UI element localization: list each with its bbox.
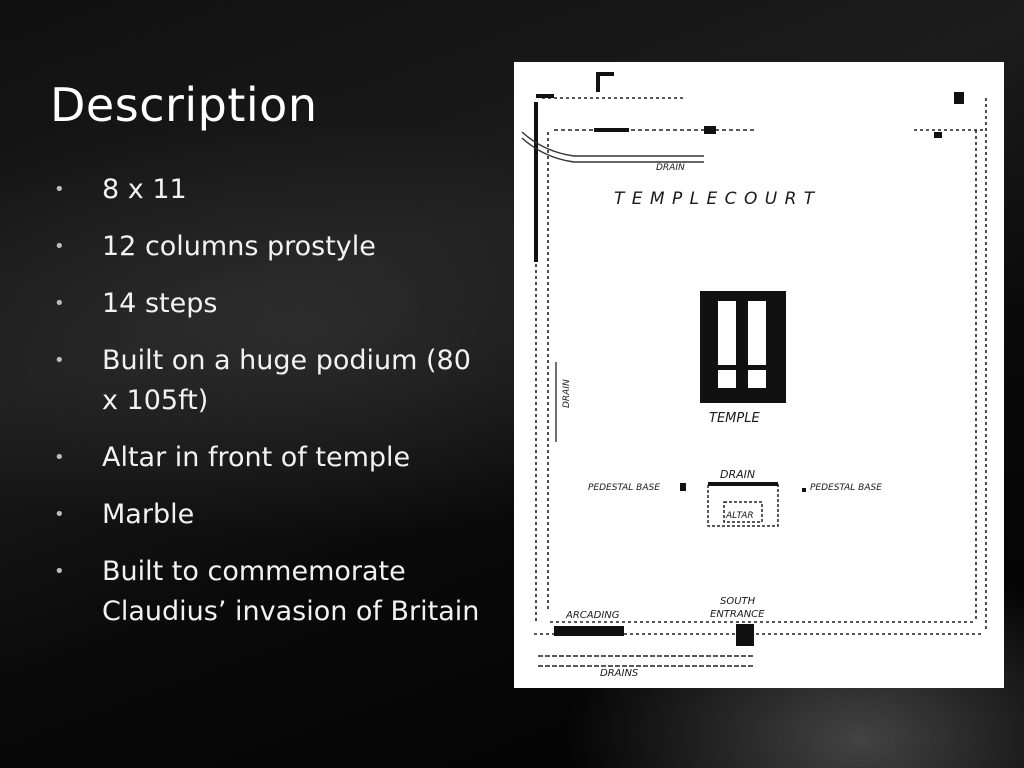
label-arcading: ARCADING: [566, 610, 620, 621]
bullet-list: [50, 170, 480, 649]
bullet-text: Built to commemorate Claudius’ invasion of Britain: [102, 556, 480, 627]
label-altar: ALTAR: [726, 511, 754, 521]
bullet-item: [50, 495, 480, 535]
wall-block: [954, 92, 964, 104]
label-temple: TEMPLE: [709, 411, 760, 426]
bullet-icon: •: [54, 447, 65, 468]
label-pedestal-left: PEDESTAL BASE: [588, 483, 660, 493]
bullet-icon: •: [54, 350, 65, 371]
wall-block: [934, 132, 942, 138]
bullet-icon: •: [54, 504, 65, 525]
bullet-icon: •: [54, 179, 65, 200]
bullet-text: 14 steps: [102, 288, 218, 319]
top-drain-curve: [522, 132, 704, 156]
slide-title: Description: [50, 78, 318, 132]
wall-block: [736, 624, 754, 646]
bullet-icon: •: [54, 561, 65, 582]
temple-plan-drawing: [514, 62, 1004, 688]
wall-fragment-top-corner: [596, 74, 614, 92]
label-drain-mid: DRAIN: [720, 468, 756, 481]
pedestal-right-marker: [802, 488, 806, 492]
bullet-item: [50, 227, 480, 267]
bullet-icon: •: [54, 293, 65, 314]
label-entrance: ENTRANCE: [710, 609, 765, 620]
temple-plan-image: [514, 62, 1004, 688]
bullet-item: [50, 341, 480, 421]
bullet-item: [50, 284, 480, 324]
bullet-text: Altar in front of temple: [102, 442, 411, 473]
label-drain-top: DRAIN: [656, 163, 685, 173]
label-drain-side: DRAIN: [562, 379, 572, 408]
bullet-text: 8 x 11: [102, 174, 187, 205]
bullet-item: [50, 438, 480, 478]
bullet-text: Built on a huge podium (80 x 105ft): [102, 345, 471, 416]
pedestal-left-marker: [680, 483, 686, 491]
label-drains: DRAINS: [600, 668, 639, 679]
label-south: SOUTH: [720, 596, 756, 607]
bullet-text: Marble: [102, 499, 195, 530]
bullet-item: [50, 170, 480, 210]
bullet-item: [50, 552, 480, 632]
wall-block: [554, 626, 624, 636]
temple-building: [700, 291, 786, 403]
label-temple-court: T E M P L E C O U R T: [614, 189, 816, 209]
wall-block: [704, 126, 716, 134]
bullet-icon: •: [54, 236, 65, 257]
bullet-text: 12 columns prostyle: [102, 231, 376, 262]
label-pedestal-right: PEDESTAL BASE: [810, 483, 882, 493]
